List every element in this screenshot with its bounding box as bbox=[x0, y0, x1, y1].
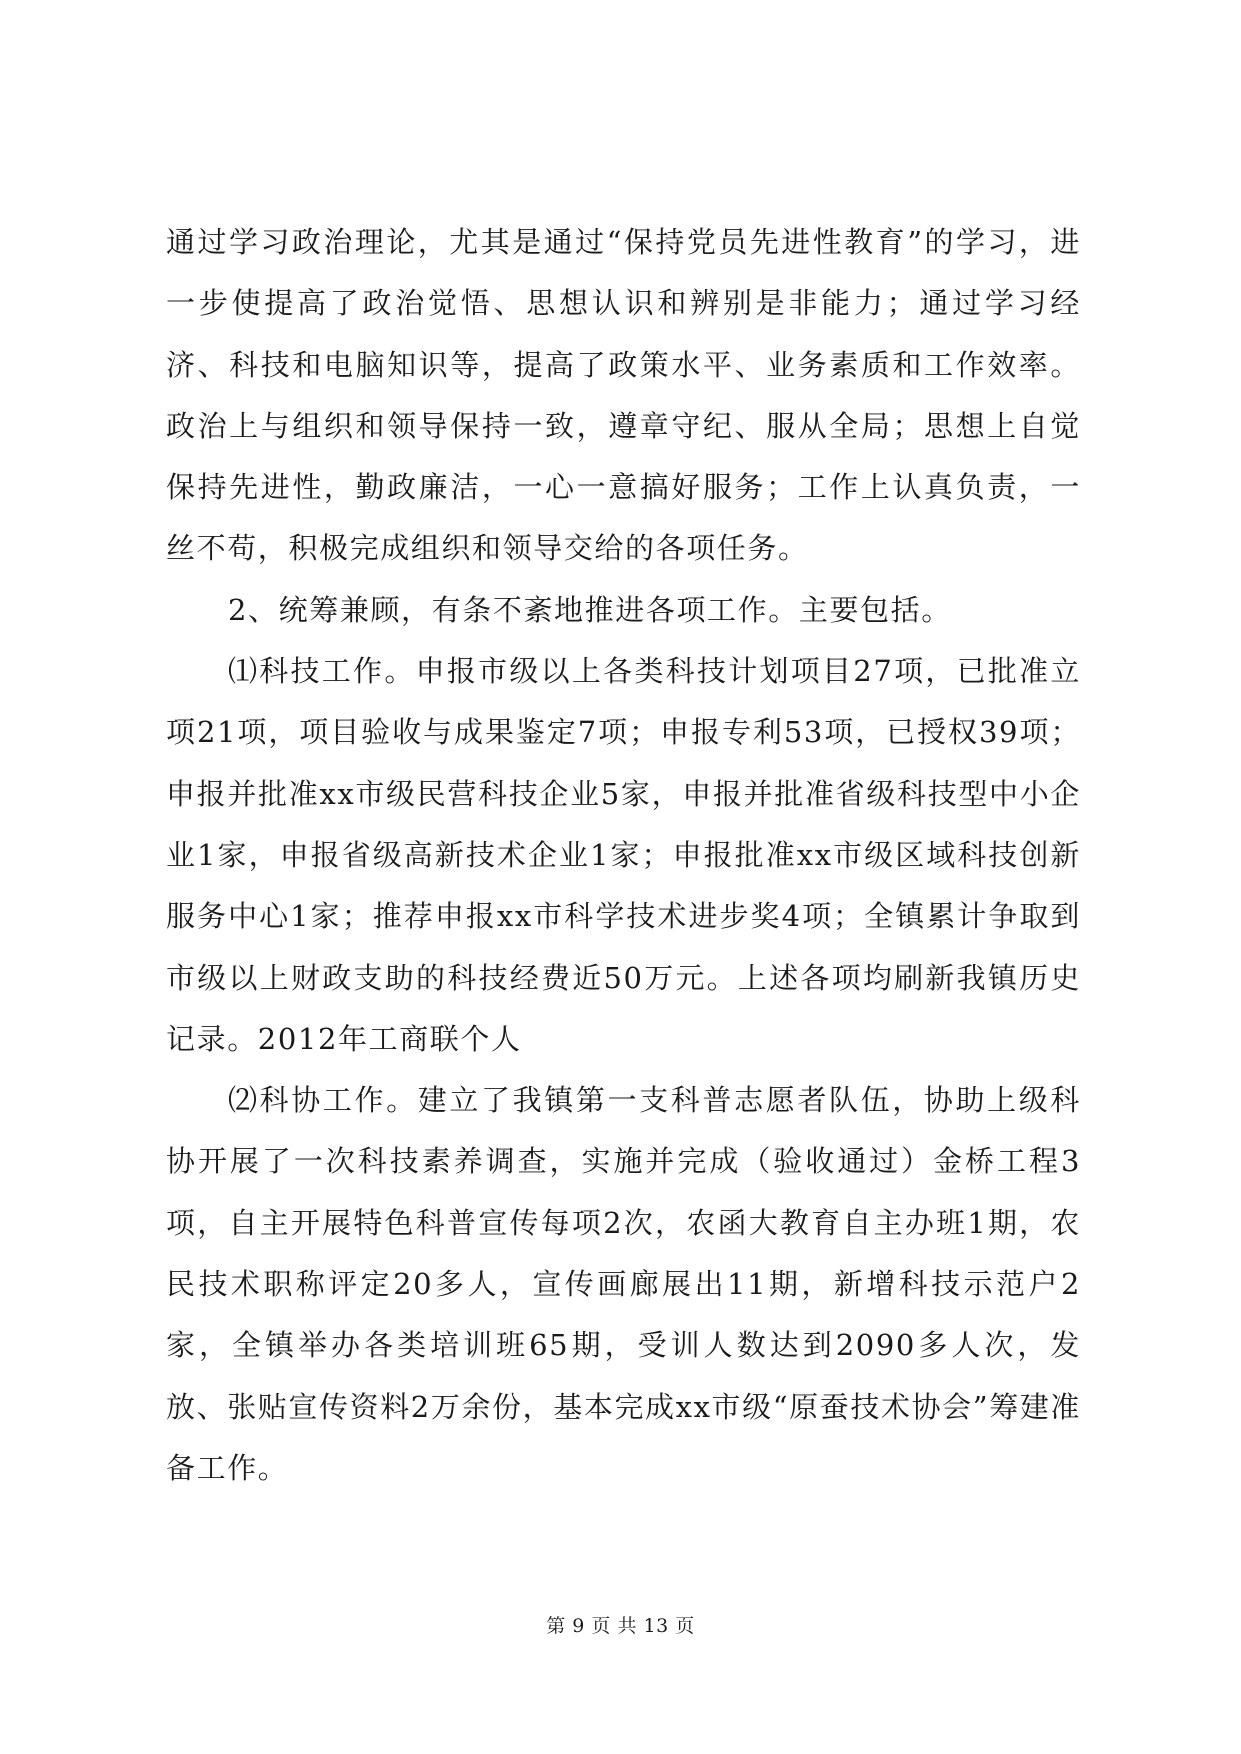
paragraph-tech-work: ⑴科技工作。申报市级以上各类科技计划项目27项，已批准立项21项，项目验收与成果鉴定7项；申报专利53项，已授权39项；申报并批准xx市级民营科技企业5家，申报并批准省级科技型中小企业1家，申报省级高新技术企业1家；申报批准xx市级区域科技创新服务中心1家；推荐申报xx市科学技术进步奖4项；全镇累计争取到市级以上财政支助的科技经费近50万元。上述各项均刷新我镇历史记录。2012年工商联个人 bbox=[166, 654, 1081, 1056]
paragraph-political-study: 通过学习政治理论，尤其是通过“保持党员先进性教育”的学习，进一步使提高了政治觉悟、思想认识和辨别是非能力；通过学习经济、科技和电脑知识等，提高了政策水平、业务素质和工作效率。政治上与组织和领导保持一致，遵章守纪、服从全局；思想上自觉保持先进性，勤政廉洁，一心一意搞好服务；工作上认真负责，一丝不苟，积极完成组织和领导交给的各项任务。 bbox=[166, 225, 1081, 566]
paragraph-section-2-heading: 2、统筹兼顾，有条不紊地推进各项工作。主要包括。 bbox=[228, 592, 952, 627]
page-number-footer: 第 9 页 共 13 页 bbox=[546, 1615, 695, 1637]
paragraph-science-association-work: ⑵科协工作。建立了我镇第一支科普志愿者队伍，协助上级科协开展了一次科技素养调查，实施并完成（验收通过）金桥工程3项，自主开展特色科普宣传每项2次，农函大教育自主办班1期，农民技术职称评定20多人，宣传画廊展出11期，新增科技示范户2家，全镇举办各类培训班65期，受训人数达到2090多人次，发放、张贴宣传资料2万余份，基本完成xx市级“原蚕技术协会”筹建准备工作。 bbox=[166, 1083, 1082, 1485]
body-text bbox=[166, 212, 1081, 1499]
